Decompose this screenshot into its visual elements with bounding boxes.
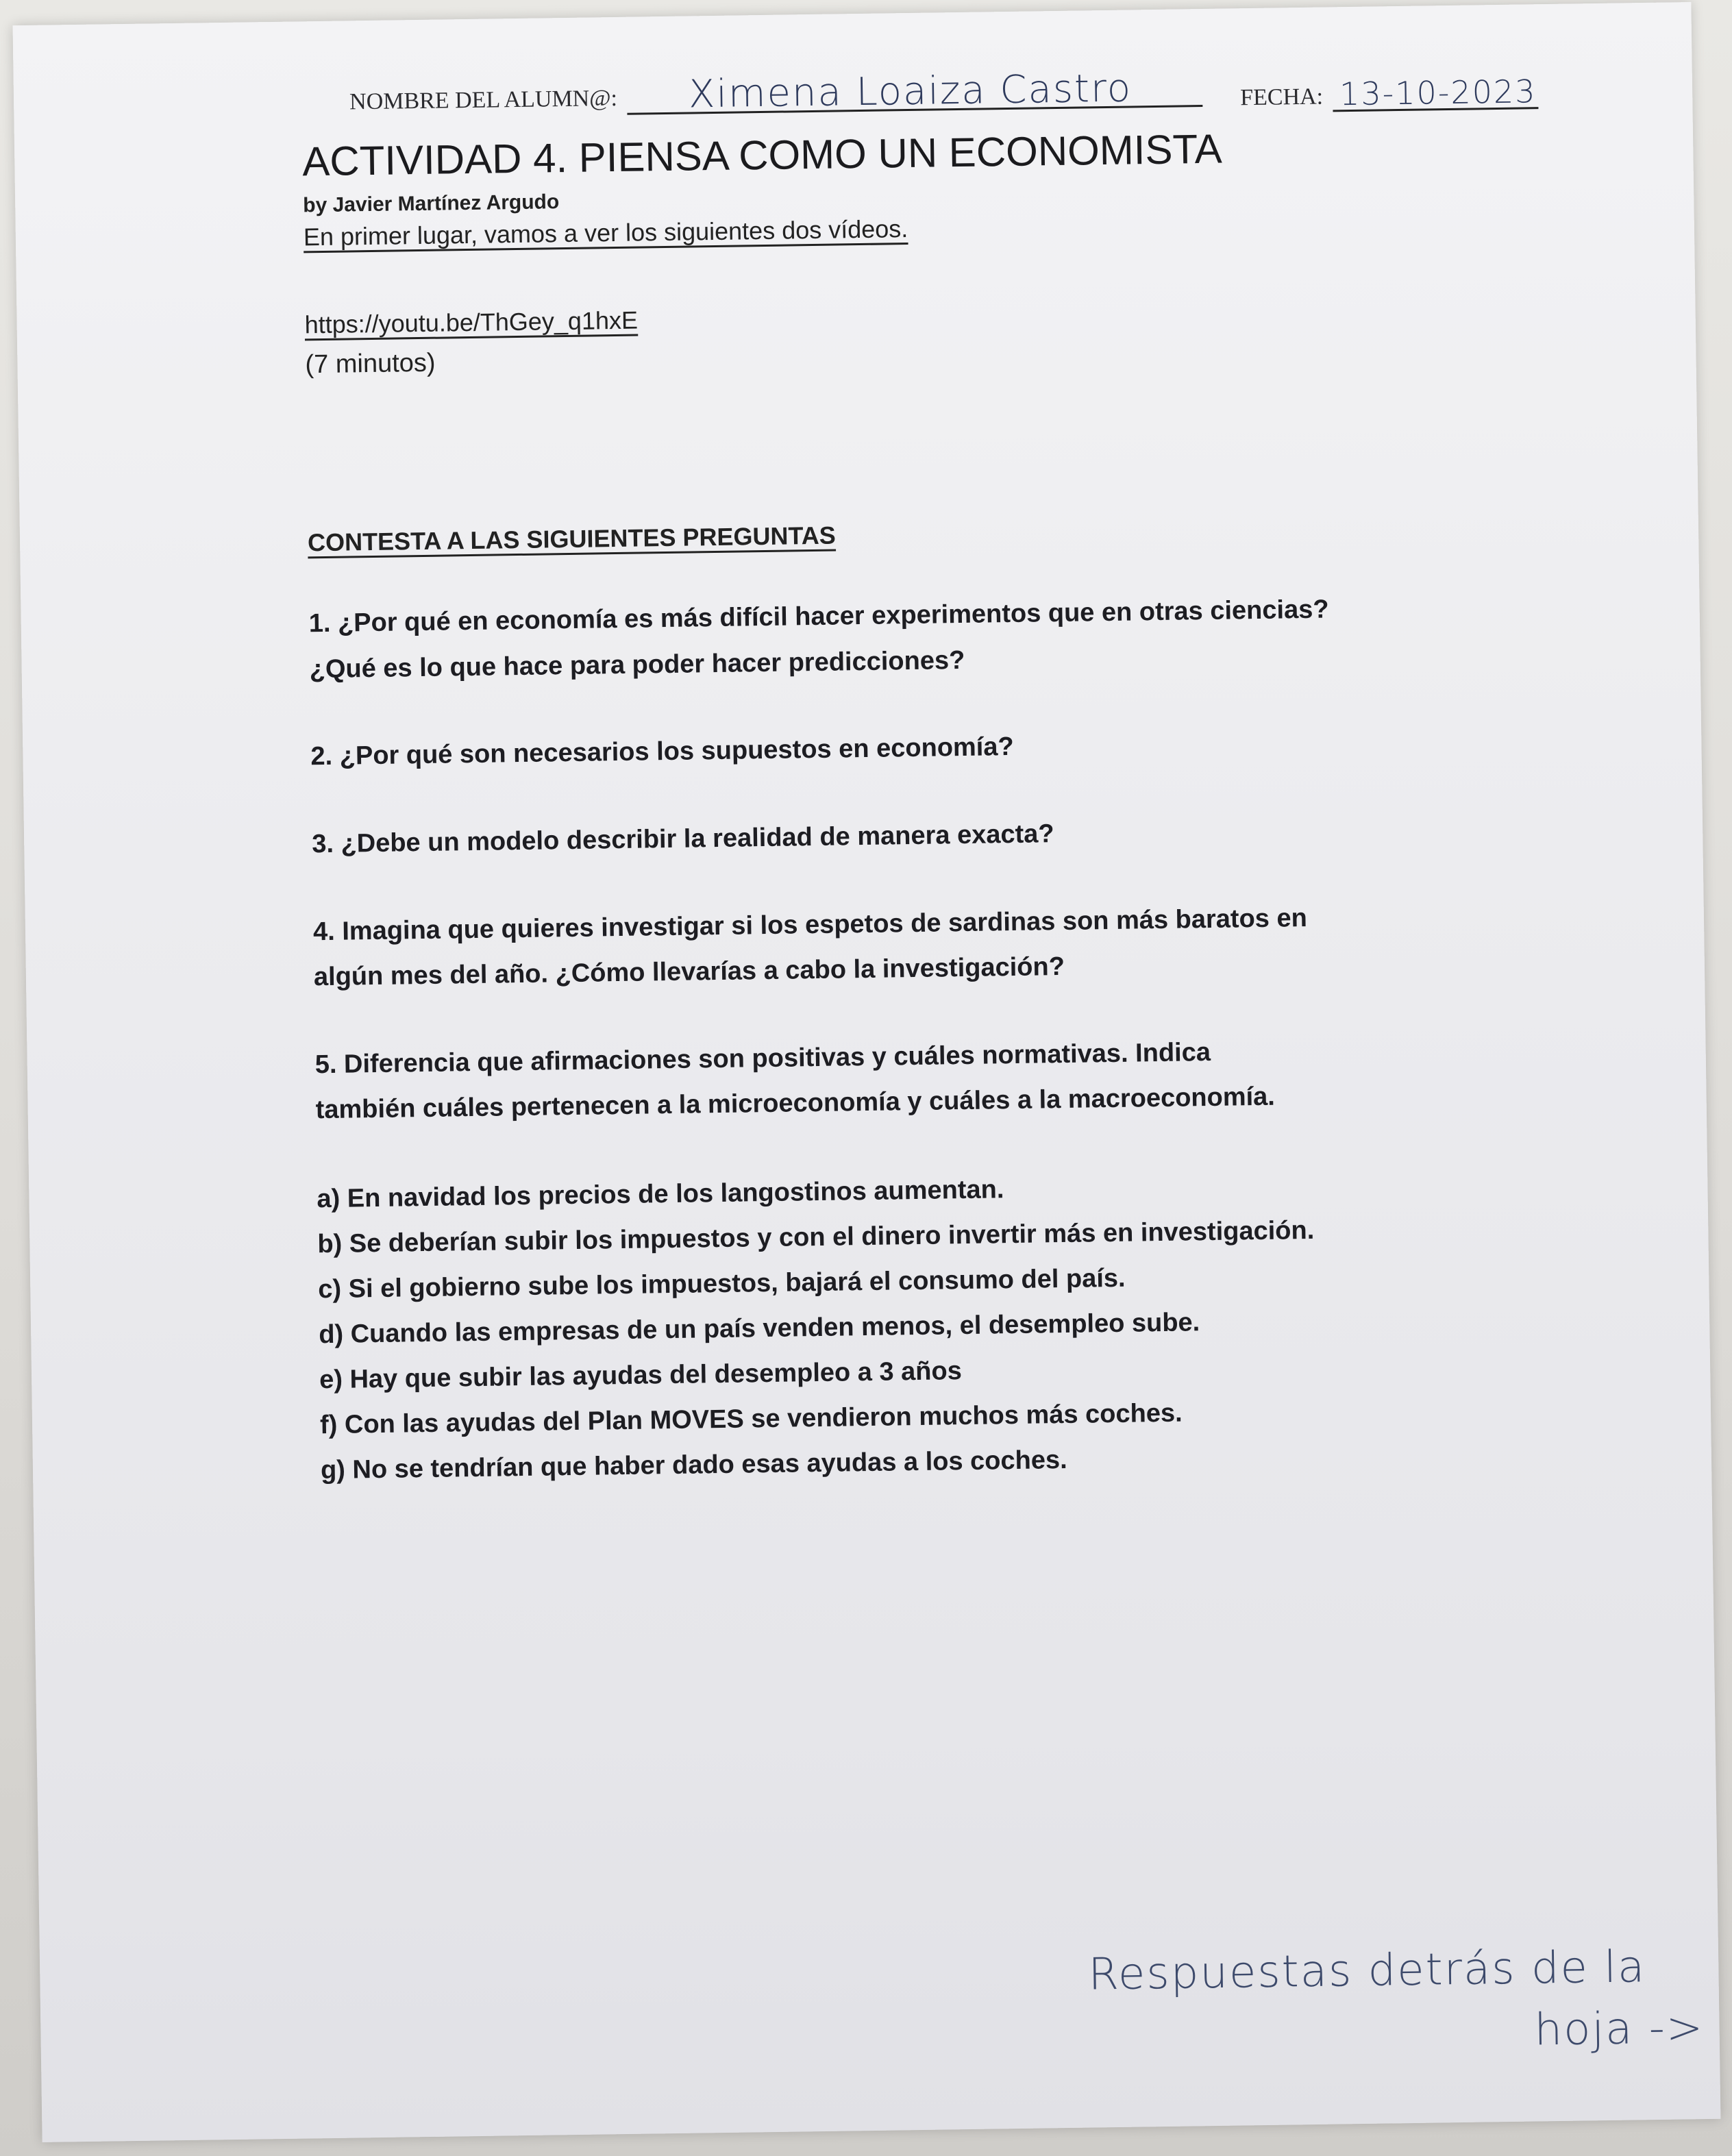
worksheet-page xyxy=(13,2,1721,2142)
question-3: 3. ¿Debe un modelo describir la realidad de manera exacta? xyxy=(311,819,1054,859)
statement-d: d) Cuando las empresas de un país venden menos, el desempleo sube. xyxy=(318,1308,1200,1350)
statement-g: g) No se tendrían que haber dado esas ayudas a los coches. xyxy=(320,1445,1067,1485)
video-duration: (7 minutos) xyxy=(305,348,436,380)
question-5-line-2: también cuáles pertenecen a la microeconomía y cuáles a la macroeconomía. xyxy=(315,1082,1276,1125)
name-label: NOMBRE DEL ALUMN@: xyxy=(349,85,618,115)
question-4-line-2: algún mes del año. ¿Cómo llevarías a cabo la investigación? xyxy=(313,952,1065,992)
question-5-line-1: 5. Diferencia que afirmaciones son positivas y cuáles normativas. Indica xyxy=(314,1037,1211,1080)
page-title: ACTIVIDAD 4. PIENSA COMO UN ECONOMISTA xyxy=(301,125,1223,185)
author-line: by Javier Martínez Argudo xyxy=(303,190,560,217)
date-label: FECHA: xyxy=(1239,84,1324,111)
statement-a: a) En navidad los precios de los langostinos aumentan. xyxy=(317,1175,1004,1214)
video-link[interactable]: https://youtu.be/ThGey_q1hxE xyxy=(304,306,639,339)
intro-text: En primer lugar, vamos a ver los siguientes dos vídeos. xyxy=(303,214,908,251)
handwritten-note-line-2: hoja -> xyxy=(1534,2003,1705,2056)
question-1-line-1: 1. ¿Por qué en economía es más difícil hacer experimentos que en otras ciencias? xyxy=(308,595,1329,639)
name-handwritten: Ximena Loaiza Castro xyxy=(688,66,1133,117)
statement-e: e) Hay que subir las ayudas del desempleo a 3 años xyxy=(319,1356,963,1395)
handwritten-note-line-1: Respuestas detrás de la xyxy=(1087,1942,1646,2000)
date-handwritten: 13-10-2023 xyxy=(1339,73,1537,113)
statement-f: f) Con las ayudas del Plan MOVES se vendieron muchos más coches. xyxy=(319,1398,1183,1440)
question-2: 2. ¿Por qué son necesarios los supuestos en economía? xyxy=(310,732,1014,771)
question-1-line-2: ¿Qué es lo que hace para poder hacer predicciones? xyxy=(309,645,965,684)
question-4-line-1: 4. Imagina que quieres investigar si los espetos de sardinas son más baratos en xyxy=(312,904,1308,947)
statement-c: c) Si el gobierno sube los impuestos, bajará el consumo del país. xyxy=(318,1263,1126,1304)
statement-b: b) Se deberían subir los impuestos y con el dinero invertir más en investigación. xyxy=(317,1215,1315,1259)
section-heading: CONTESTA A LAS SIGUIENTES PREGUNTAS xyxy=(307,521,837,557)
